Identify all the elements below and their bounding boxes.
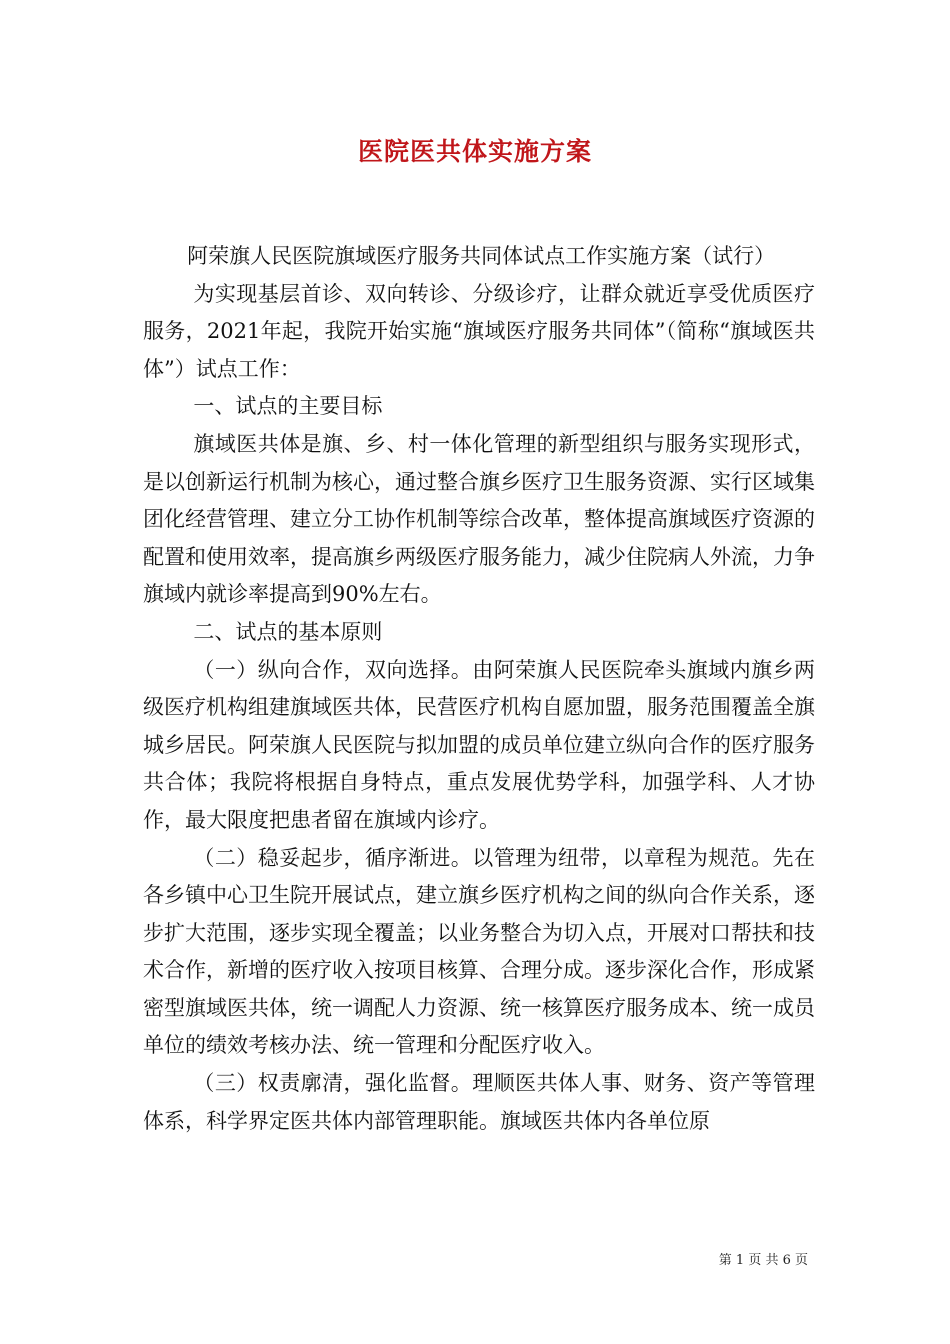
paragraph-principle-3: （三）权责廓清，强化监督。理顺医共体人事、财务、资产等管理体系，科学界定医共体内部管理职能。旗域医共体内各单位原 (143, 1071, 815, 1133)
paragraph-goals: 旗域医共体是旗、乡、村一体化管理的新型组织与服务实现形式，是以创新运行机制为核心，通过整合旗乡医疗卫生服务资源、实行区域集团化经营管理、建立分工协作机制等综合改革，整体提高旗域医疗资源的配置和使用效率，提高旗乡两级医疗服务能力，减少住院病人外流，力争旗域内就诊率提高到90%左右。 (143, 431, 815, 607)
paragraph-principle-2: （二）稳妥起步，循序渐进。以管理为纽带，以章程为规范。先在各乡镇中心卫生院开展试点，建立旗乡医疗机构之间的纵向合作关系，逐步扩大范围，逐步实现全覆盖；以业务整合为切入点，开展对口帮扶和技术合作，新增的医疗收入按项目核算、合理分成。逐步深化合作，形成紧密型旗域医共体，统一调配人力资源、统一核算医疗服务成本、统一成员单位的绩效考核办法、统一管理和分配医疗收入。 (143, 845, 815, 1058)
paragraph-intro: 为实现基层首诊、双向转诊、分级诊疗，让群众就近享受优质医疗服务，2021年起，我院开始实施“旗域医疗服务共同体”（简称“旗域医共体”）试点工作： (143, 281, 815, 381)
document-title: 医院医共体实施方案 (357, 137, 592, 166)
document-body (143, 238, 815, 1140)
paragraph-subtitle: 阿荣旗人民医院旗域医疗服务共同体试点工作实施方案（试行） (187, 244, 776, 268)
paragraph-principle-1: （一）纵向合作，双向选择。由阿荣旗人民医院牵头旗域内旗乡两级医疗机构组建旗域医共体，民营医疗机构自愿加盟，服务范围覆盖全旗城乡居民。阿荣旗人民医院与拟加盟的成员单位建立纵向合作的医疗服务共合体；我院将根据自身特点，重点发展优势学科，加强学科、人才协作，最大限度把患者留在旗域内诊疗。 (143, 657, 815, 832)
section-heading-goals: 一、试点的主要目标 (193, 394, 383, 419)
page-footer: 第 1 页 共 6 页 (718, 1253, 808, 1268)
section-heading-principles: 二、试点的基本原则 (193, 619, 383, 644)
